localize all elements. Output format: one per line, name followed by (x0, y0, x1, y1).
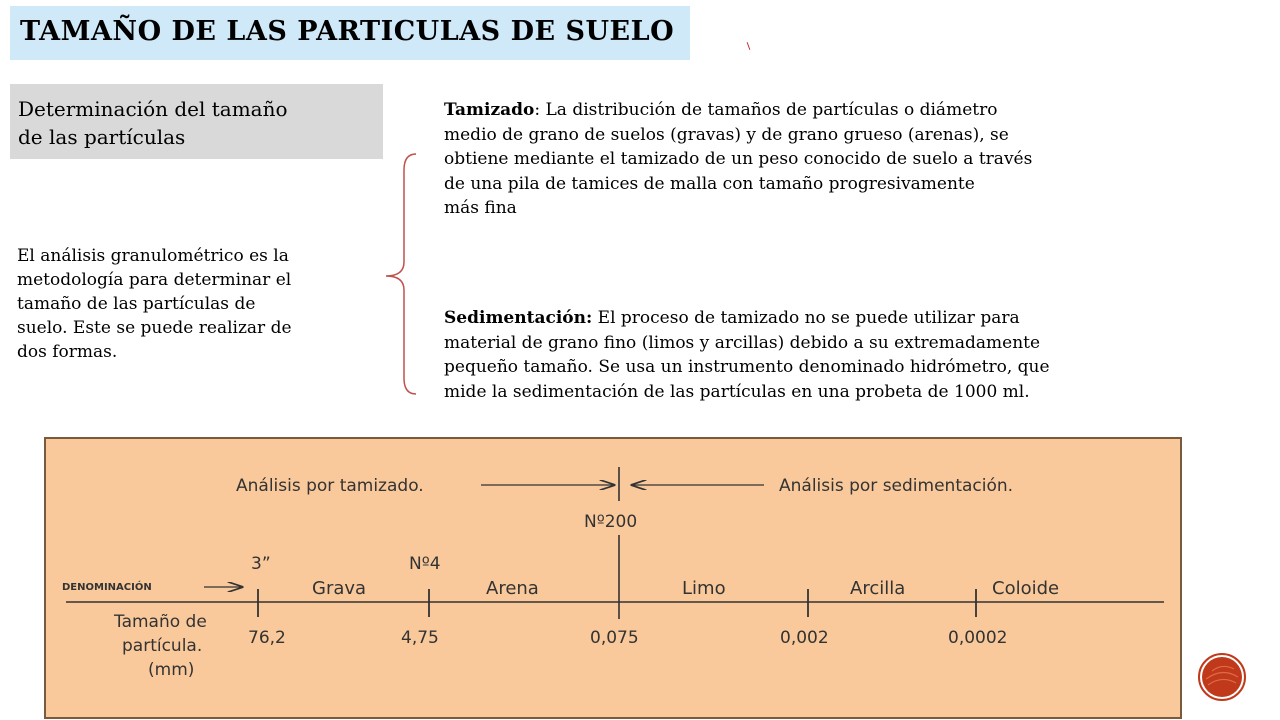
intro-paragraph (17, 244, 377, 364)
size-value: 0,0002 (948, 628, 1008, 648)
category-label: Grava (312, 578, 367, 599)
page-title: TAMAÑO DE LAS PARTICULAS DE SUELO (20, 16, 675, 47)
category-label: Arena (486, 578, 539, 599)
sedimentacion-paragraph (444, 306, 1224, 404)
tamizado-line: más fina (444, 198, 517, 219)
denominacion-label: DENOMINACIÓN (62, 582, 152, 593)
size-value: 0,002 (780, 628, 829, 648)
intro-line: metodología para determinar el (17, 270, 292, 290)
size-label-line: partícula. (122, 636, 203, 656)
subtitle-box (10, 84, 383, 159)
intro-line: tamaño de las partículas de (17, 294, 256, 314)
category-label: Coloide (992, 578, 1060, 599)
tamizado-first-line: : La distribución de tamaños de partículas o diámetro (534, 100, 998, 120)
sedimentacion-line: pequeño tamaño. Se usa un instrumento denominado hidrómetro, que (444, 357, 1050, 378)
n4-label: Nº4 (409, 554, 441, 574)
n200-label: Nº200 (584, 512, 638, 532)
sedimentacion-line: mide la sedimentación de las partículas en una probeta de 1000 ml. (444, 381, 1030, 402)
tamizado-line: de una pila de tamices de malla con tamaño progresivamente (444, 173, 975, 194)
size-value: 76,2 (248, 628, 286, 648)
subtitle-line-2: de las partículas (18, 125, 186, 149)
subtitle-text (18, 95, 368, 151)
category-label: Limo (682, 578, 726, 599)
tamizado-line: obtiene mediante el tamizado de un peso conocido de suelo a través (444, 149, 1033, 170)
size-label-line: Tamaño de (114, 612, 207, 632)
intro-line: suelo. Este se puede realizar de (17, 318, 292, 338)
size-value: 0,075 (590, 628, 639, 648)
category-label: Arcilla (850, 578, 906, 599)
title-banner (10, 6, 690, 60)
right-arrow-label: Análisis por sedimentación. (779, 476, 1014, 496)
sedimentacion-line: material de grano fino (limos y arcillas) debido a su extremadamente (444, 332, 1041, 353)
intro-line: dos formas. (17, 342, 118, 362)
decorative-tick (747, 42, 751, 50)
intro-line: El análisis granulométrico es la (17, 246, 289, 266)
particle-size-figure (44, 437, 1182, 719)
three-inch-label: 3” (251, 554, 271, 574)
sedimentacion-label: Sedimentación: (444, 308, 593, 328)
curly-bracket (380, 150, 420, 400)
sedimentacion-first-line: El proceso de tamizado no se puede utilizar para (592, 308, 1020, 328)
tamizado-paragraph (444, 98, 1224, 221)
particle-size-scale (46, 439, 1180, 717)
tamizado-line: medio de grano de suelos (gravas) y de grano grueso (arenas), se (444, 124, 1009, 145)
tamizado-label: Tamizado (444, 100, 535, 120)
size-value: 4,75 (401, 628, 439, 648)
left-arrow-label: Análisis por tamizado. (236, 476, 424, 496)
size-label-line: (mm) (148, 660, 195, 680)
subtitle-line-1: Determinación del tamaño (18, 97, 288, 121)
logo-icon (1198, 653, 1248, 703)
